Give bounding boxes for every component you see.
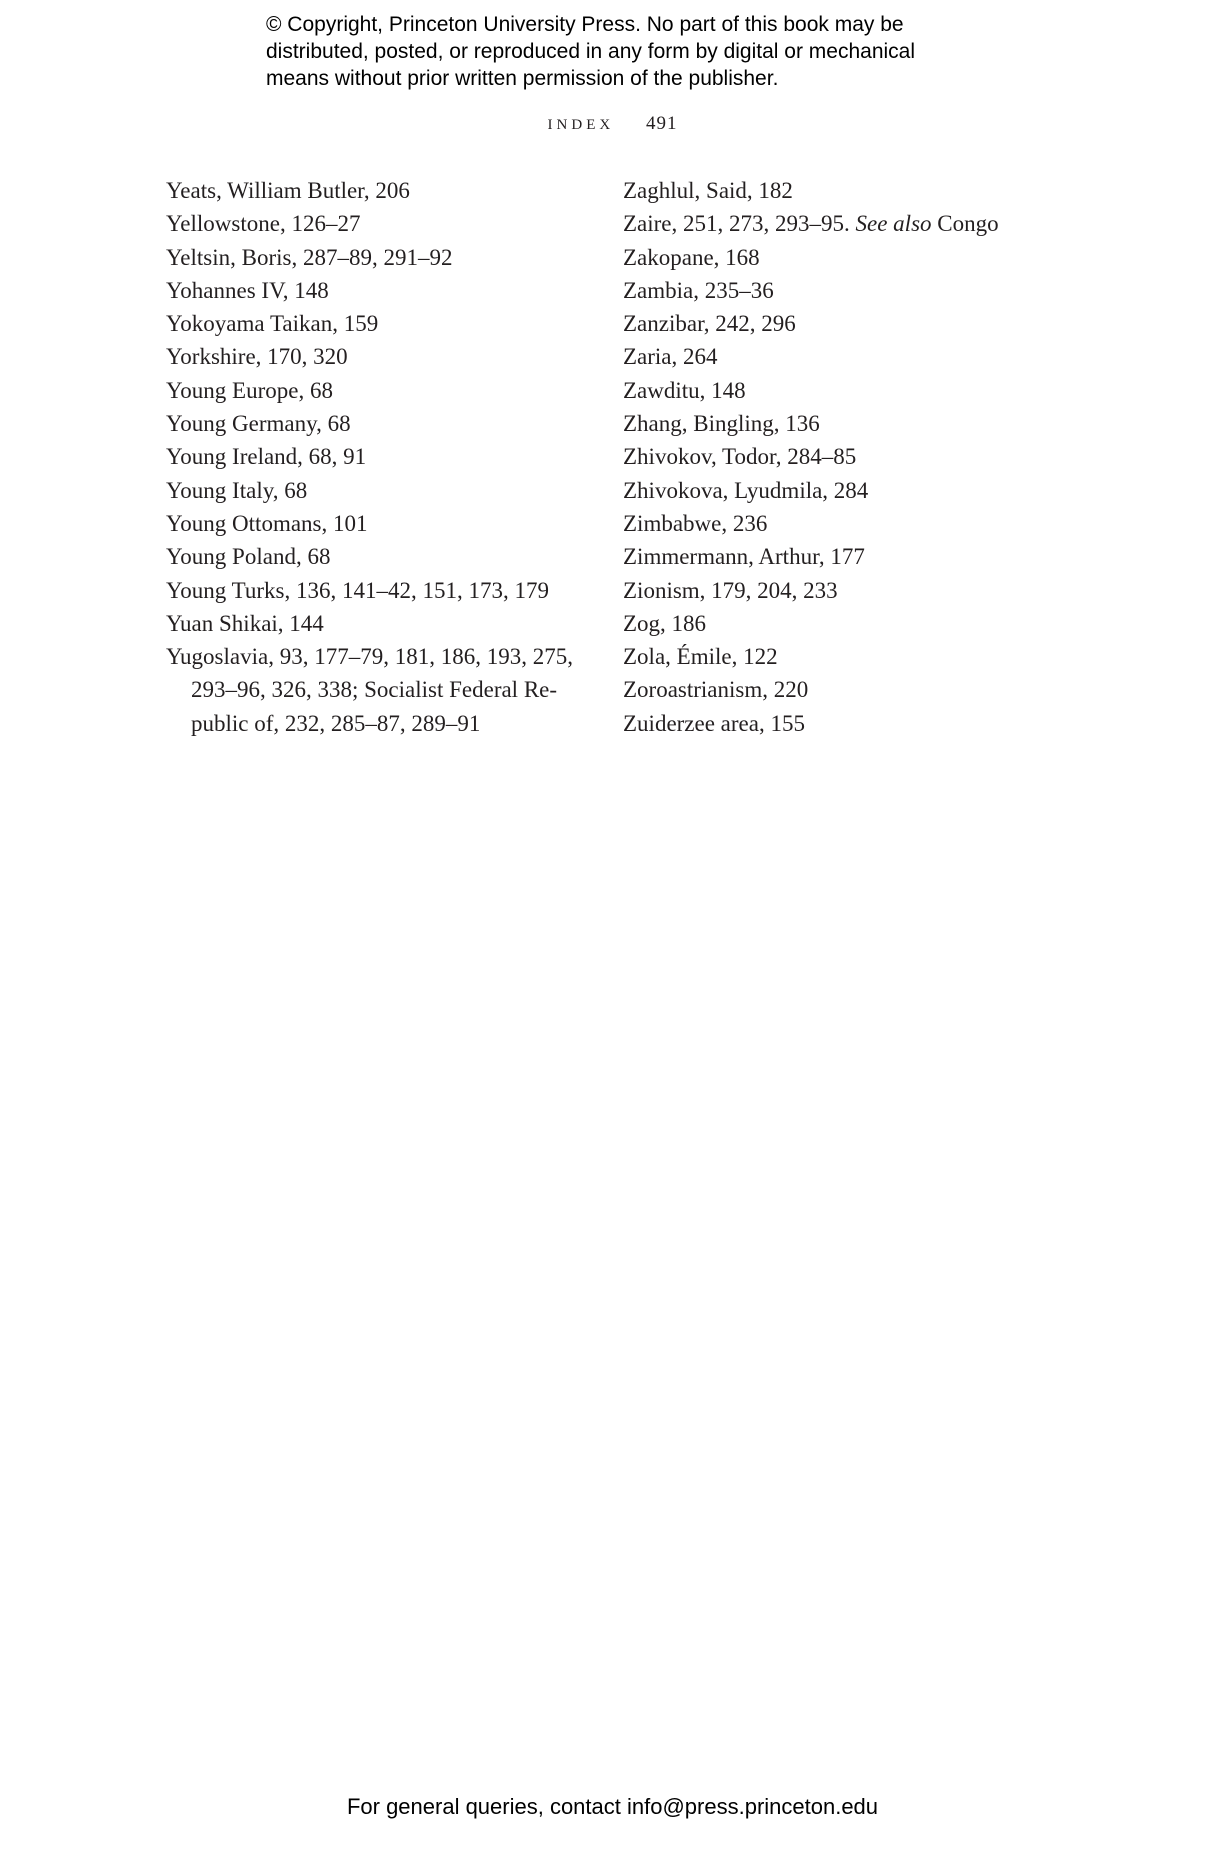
index-column-left (166, 174, 573, 740)
index-entry-line: Young Ottomans, 101 (166, 510, 368, 536)
index-entry-text: Zhivokov, Todor, 284–85 (623, 444, 857, 470)
see-also-target: Congo (931, 211, 999, 237)
index-entry-line: Young Italy, 68 (166, 477, 308, 503)
index-entry (623, 274, 1043, 307)
index-entry-text: Zaria, 264 (623, 344, 718, 370)
index-entry-line: Young Poland, 68 (166, 544, 331, 570)
index-entry-line: Yuan Shikai, 144 (166, 610, 324, 636)
index-entry (166, 640, 573, 740)
index-entry (166, 307, 566, 340)
index-entry (623, 207, 1043, 240)
index-entry (623, 640, 1043, 673)
index-entry-line: Yeats, William Butler, 206 (166, 178, 410, 203)
index-entry-line: Yohannes IV, 148 (166, 277, 329, 303)
index-entry (166, 374, 566, 407)
see-also-label: See also (855, 211, 932, 237)
index-entry-text: Zaghlul, Said, 182 (623, 178, 793, 203)
index-entry (623, 574, 1043, 607)
index-entry-text: Zuiderzee area, 155 (623, 710, 805, 736)
index-entry-text: Zola, Émile, 122 (623, 644, 778, 670)
index-entry-line: Young Germany, 68 (166, 411, 351, 437)
index-entry (166, 407, 566, 440)
index-entry-text: Zhivokova, Lyudmila, 284 (623, 477, 869, 503)
index-entry (166, 274, 566, 307)
page-number: 491 (645, 113, 678, 134)
index-entry (166, 207, 566, 240)
index-entry (623, 673, 1043, 706)
index-entry (623, 340, 1043, 373)
index-entry-text: Zionism, 179, 204, 233 (623, 577, 838, 603)
copyright-line: distributed, posted, or reproduced in any form by digital or mechanical (266, 40, 916, 63)
index-entry-line: Yokoyama Taikan, 159 (166, 311, 379, 337)
index-entry-text: Zaire, 251, 273, 293–95. (623, 211, 856, 237)
index-entry-line: Yorkshire, 170, 320 (166, 344, 348, 370)
index-entry-text: Zawditu, 148 (623, 377, 746, 403)
index-entry-text: Zog, 186 (623, 610, 707, 636)
index-entry-line: Yeltsin, Boris, 287–89, 291–92 (166, 244, 453, 270)
index-entry-line: Yugoslavia, 93, 177–79, 181, 186, 193, 275, (166, 644, 573, 670)
index-entry-line: public of, 232, 285–87, 289–91 (191, 710, 481, 736)
index-entry (623, 407, 1043, 440)
index-entry-text: Zhang, Bingling, 136 (623, 411, 820, 437)
index-entry (623, 241, 1043, 274)
index-entry-text: Zakopane, 168 (623, 244, 760, 270)
copyright-notice (266, 11, 986, 92)
index-entry (623, 474, 1043, 507)
index-entry-line: Young Ireland, 68, 91 (166, 444, 367, 470)
index-entry (166, 340, 566, 373)
index-entry (166, 174, 566, 207)
index-entry (623, 174, 1043, 207)
index-entry (166, 440, 566, 473)
index-entry (166, 507, 566, 540)
index-entry (623, 607, 1043, 640)
index-entry (623, 507, 1043, 540)
index-entry-text: Zimbabwe, 236 (623, 510, 768, 536)
index-column-right (623, 174, 1043, 740)
index-entry-line: Young Turks, 136, 141–42, 151, 173, 179 (166, 577, 549, 603)
index-entry-text: Zoroastrianism, 220 (623, 677, 809, 703)
index-entry-text: Zimmermann, Arthur, 177 (623, 544, 865, 570)
index-entry-line: Yellowstone, 126–27 (166, 211, 361, 237)
index-entry (623, 707, 1043, 740)
footer-contact: For general queries, contact info@press.princeton.edu (346, 1794, 879, 1819)
copyright-line: means without prior written permission of the publisher. (266, 67, 779, 90)
index-entry (166, 574, 566, 607)
index-entry-line: Young Europe, 68 (166, 377, 333, 403)
index-entry (623, 307, 1043, 340)
running-head (0, 113, 1225, 135)
index-entry (166, 607, 566, 640)
index-entry (166, 540, 566, 573)
index-entry-line: 293–96, 326, 338; Socialist Federal Re- (191, 677, 558, 703)
index-entry (166, 474, 566, 507)
index-entry (166, 241, 566, 274)
copyright-line: © Copyright, Princeton University Press. No part of this book may be (266, 13, 904, 36)
index-entry-text: Zambia, 235–36 (623, 277, 774, 303)
index-entry-text: Zanzibar, 242, 296 (623, 311, 796, 337)
index-entry (623, 540, 1043, 573)
index-entry (623, 440, 1043, 473)
running-head-title: INDEX (547, 117, 615, 133)
index-entry (623, 374, 1043, 407)
